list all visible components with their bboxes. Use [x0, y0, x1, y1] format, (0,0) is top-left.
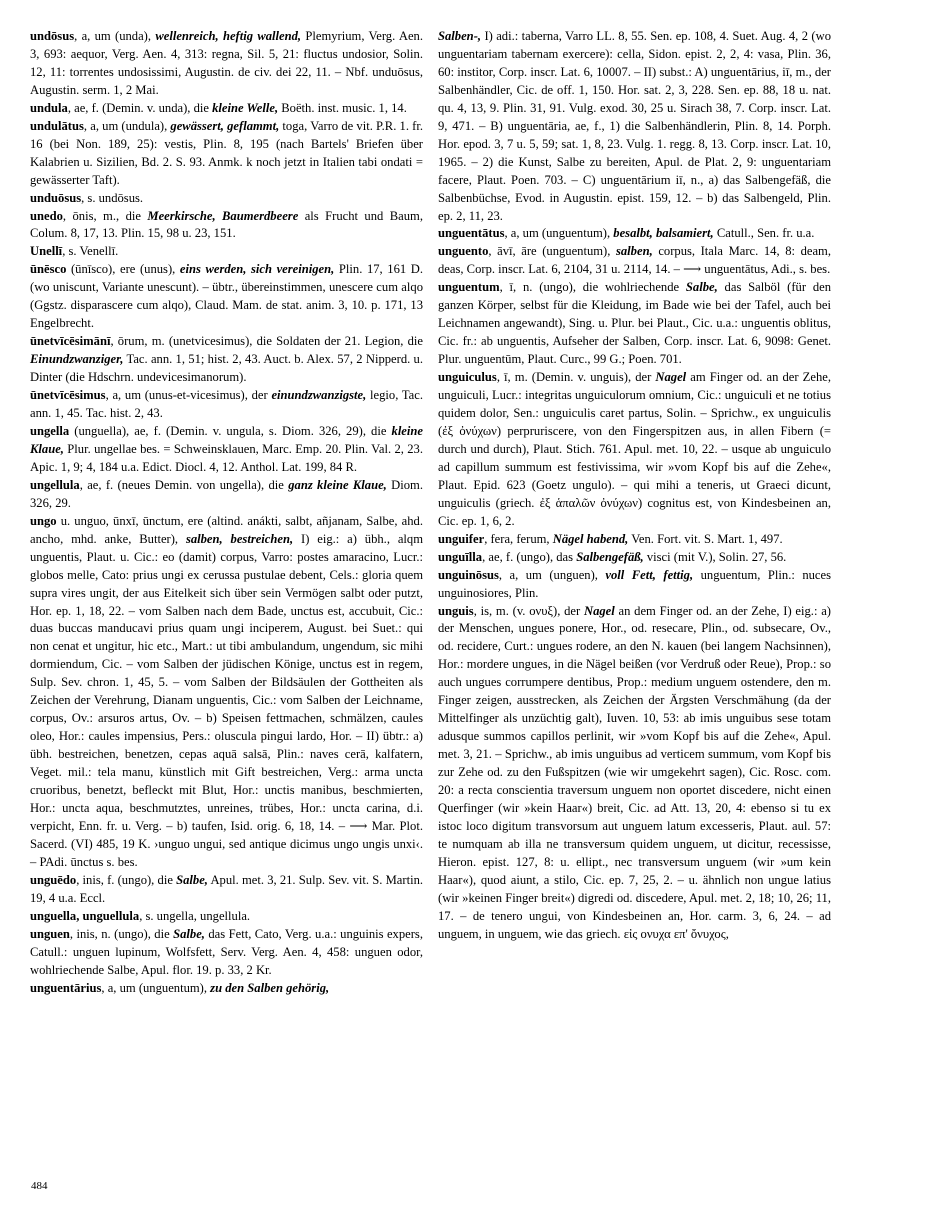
headword: ungellula — [30, 477, 80, 492]
entry-gloss: Salbe, — [173, 926, 205, 941]
entry-text: Boëth. inst. music. 1, 14. — [278, 100, 407, 115]
entry-text: , āvī, āre (unguentum), — [488, 244, 616, 259]
entry-text: , inis, n. (ungo), die — [69, 926, 174, 941]
entry-text: , a, um (unguentum), — [504, 226, 614, 241]
entry-gloss: wellenreich, heftig wallend, — [155, 29, 302, 43]
headword: unguentārius — [30, 980, 102, 995]
entry-text: , ī, m. (Demin. v. unguis), der — [496, 370, 656, 385]
entry-text: , fera, ferum, — [484, 531, 553, 546]
headword: Unellī — [30, 244, 63, 259]
entry-text: , ōnis, m., die — [62, 208, 148, 223]
headword: ungo — [30, 513, 57, 528]
headword: unguella, unguellula — [30, 908, 140, 923]
entry-text: Plin. 17, 161 D. (wo uniscunt, Variante unescunt). – übtr., übereinstimmen, unescere cum alqo (Ggstz. disparascere cum alqo), Claud. Mam. de stat. anim. 3, 10. p. 171, 13 Engelbrecht. — [30, 262, 424, 331]
dictionary-entry — [438, 369, 831, 531]
entry-text: an dem Finger od. an der Zehe, I) eig.: a) der Menschen, ungues ponere, Hor., od. resecare, Plin., od. subsecare, Ov., od. recidere, Curt.: ungues rodere, an den N. kauen (bei langem Nachsinnen), Hor.: mordere ungues, in die Nägel beißen (vor Verdruß oder Reue), Prop.: so auch ungues corrumpere dentibus, Prop.: medium unguem ostendere, den m. Finger zeigen, ausstrecken, als Zeichen der Ärgsten Verschmähung (da der Mittelfinger als unzüchtig galt), Iuven. 10, 53: ab imis unguibus sese totam adusque summos capillos perlinit, wir »vom Kopf bis auf die Zehe«, Apul. met. 3, 21. – Sprichw., ab imis unguibus ad verticem summum, vom Kopf bis zur Zehe od. zu den Fußspitzen (wie wir umgekehrt sagen), Cic. Rosc. com. 20: a recta conscientia traversum unguem non oportet discedere, nicht einen Querfinger (wir »kein Haar«) breit, Cic. ad Att. 13, 20, 4: ebenso si tu ex istoc loco digitum transvorsum aut unguem latum excesseris, Plaut. aul. 57: te numquam ab illa ne transversum quidem unguem, ut dicitur, recessisse, Hieron. epist. 127, 8: u. ellipt., nec transversum unguem (wir »um kein Haar«), quod aiunt, a stilo, Cic. ep. 7, 25, 2. – u. ähnlich non ungue latius (wir »keinen Finger breit«) digredi od. discedere, Apul. met. 2, 18; 10, 26; 11, 17. – de tenero ungui, von Kindesbeinen an, Hor. carm. 3, 6, 24. – ad unguem, in unguem, wie das griech. εἰς ονυχα επ' ὄνυχος, — [438, 603, 831, 941]
dictionary-entry — [30, 261, 423, 333]
dictionary-entry — [438, 243, 831, 279]
entry-gloss: salben, bestreichen, — [185, 531, 294, 546]
headword: ūnēsco — [30, 262, 67, 277]
headword: undulātus — [30, 118, 84, 133]
dictionary-entry — [30, 872, 423, 908]
entry-text: , a, um (unus-et-vicesimus), der — [105, 388, 272, 403]
entry-text: Tac. ann. 1, 51; hist. 2, 43. Auct. b. Alex. 57, 2 Nipperd. u. Dinter (die Hdschrn. undevicesimanorum). — [30, 352, 423, 385]
entry-text: als Frucht und Baum, Colum. 8, 17, 13. Plin. 15, 98 u. 23, 151. — [30, 208, 423, 241]
headword: unguis — [438, 603, 474, 618]
dictionary-entry — [438, 279, 831, 369]
entry-text: Plur. ungellae bes. = Schweinsklauen, Marc. Emp. 20. Plin. Val. 2, 23. Apic. 1, 9; 4, 184 u.a. Edict. Diocl. 4, 12. Anthol. Lat. 199, 84 R. — [30, 441, 423, 474]
dictionary-entry — [30, 980, 423, 998]
entry-gloss: Salben-, — [438, 29, 482, 43]
dictionary-entry — [438, 531, 831, 549]
dictionary-entry — [438, 567, 831, 603]
left-column — [30, 28, 423, 997]
entry-gloss: gewässert, geflammt, — [170, 118, 280, 133]
entry-text: , a, um (unguentum), — [101, 980, 211, 995]
entry-gloss: Salbe, — [176, 872, 208, 887]
entry-gloss: Einundzwanziger, — [30, 352, 124, 367]
entry-gloss: kleine Welle, — [212, 100, 279, 115]
entry-text: I) adi.: taberna, Varro LL. 8, 55. Sen. ep. 108, 4. Suet. Aug. 4, 2 (wo unguentariam tabernam exercere): cella, Sidon. epist. 2, 2, 4: vasa, Plin. 36, 60: institor, Corp. inscr. Lat. 6, 10007. – II) subst.: A) unguentārius, iī, m., der Salbenhändler, Cic. de off. 1, 150. Hor. sat. 2, 3, 228. Sen. ep. 88, 18 u. nat. qu. 4, 13, 9. Plin. 31, 91. Vulg. exod. 30, 25 u. Sirach 38, 7. Corp. inscr. Lat. 9, 471. – B) unguentāria, ae, f., 1) die Salbenhändlerin, Plin. 8, 14. Porph. Hor. epod. 3, 7 u. 5, 59; sat. 1, 8, 23. Vulg. 1. regg. 8, 13. Corp. inscr. Lat. 10, 1965. – 2) die Kunst, Salbe zu bereiten, Apul. de Plat. 2, 9: unguentariam facere, Plaut. Poen. 703. – C) unguentārium iī, n., a) das Salbengefäß, die Salbenbüchse, Evod. in Augustin. epist. 159, 12. – b) das Salbengeld, Plin. ep. 2, 11, 23. — [438, 29, 831, 223]
entry-text: Plemyrium, Verg. Aen. 3, 693: aequor, Verg. Aen. 4, 313: regna, Sil. 5, 21: fluctus undosior, Solin. 12, 11: torrentes undosissimi, Augustin. de civ. dei 22, 11. – Nbf. unduōsus, Augustin. serm. 1, 2 Mai. — [30, 29, 423, 97]
entry-text: corpus, Itala Marc. 14, 8: deam, deas, Corp. inscr. Lat. 6, 2104, 31 u. 2114, 14. – ⟶ unguentātus, Adi., s. bes. — [438, 244, 831, 277]
dictionary-entry — [30, 908, 423, 926]
dictionary-entry — [30, 208, 423, 244]
entry-gloss: Nagel — [655, 370, 687, 385]
entry-gloss: Nagel — [583, 603, 615, 618]
headword: undōsus — [30, 29, 75, 43]
dictionary-entry — [30, 100, 423, 118]
page-number: 484 — [31, 1180, 48, 1192]
headword: ūnetvīcēsimus — [30, 388, 106, 403]
entry-text: das Fett, Cato, Verg. u.a.: unguinis expers, Catull.: unguen lupinum, Wolfsfett, Serv. Verg. Aen. 4, 458: unguen odor, wohlriechende Salbe, Apul. flor. 19. p. 33, 2 Kr. — [30, 926, 423, 977]
dictionary-entry — [30, 387, 423, 423]
dictionary-entry — [30, 118, 423, 190]
entry-gloss: zu den Salben gehörig, — [210, 980, 330, 995]
entry-text: , is, m. (v. ονυξ), der — [473, 603, 584, 618]
headword: unguifer — [438, 531, 485, 546]
headword: ūnetvīcēsimānī — [30, 334, 111, 349]
dictionary-entry — [30, 926, 423, 980]
headword: unguento — [438, 244, 489, 259]
entry-gloss: Salbengefäß, — [576, 549, 644, 564]
entry-text: , inis, f. (ungo), die — [76, 872, 177, 887]
headword: unedo — [30, 208, 63, 223]
entry-text: visci (mit V.), Solin. 27, 56. — [643, 549, 787, 564]
dictionary-entry — [30, 513, 423, 872]
entry-text: , s. Venellī. — [62, 244, 119, 259]
entry-text: Apul. met. 3, 21. Sulp. Sev. vit. S. Martin. 19, 4 u.a. Eccl. — [30, 872, 424, 905]
entry-text: Diom. 326, 29. — [30, 477, 423, 510]
entry-text: , s. undōsus. — [81, 190, 144, 205]
dictionary-entry — [438, 225, 831, 243]
headword: unguēdo — [30, 872, 77, 887]
entry-text: , ōrum, m. (unetvicesimus), die Soldaten der 21. Legion, die — [110, 334, 423, 349]
headword: undula — [30, 100, 68, 115]
headword: unguentātus — [438, 226, 505, 241]
entry-text: das Salböl (für den ganzen Körper, selbst für die Kleidung, im Bade wie bei der Tafel, auch bei Leichnamen angewandt), Sing. u. Plur. bei Plaut., Cic. u.a.: unguentis oblitus, Cic. fr.: ab unguentis, Aufseher der Salben, Corp. inscr. Lat. 6, 9098: Genet. Plur. unguentūm, Plaut. Curc., 99 G.; Poen. 701. — [438, 280, 831, 367]
entry-text: , s. ungella, ungellula. — [139, 908, 251, 923]
headword: unguen — [30, 926, 70, 941]
entry-gloss: ganz kleine Klaue, — [288, 477, 387, 492]
entry-text: (unguella), ae, f. (Demin. v. ungula, s. Diom. 326, 29), die — [69, 423, 392, 438]
dictionary-entry — [30, 423, 423, 477]
dictionary-entry — [30, 477, 423, 513]
entry-text: , a, um (undula), — [83, 118, 171, 133]
entry-text: Ven. Fort. vit. S. Mart. 1, 497. — [628, 531, 783, 546]
entry-gloss: kleine Klaue, — [30, 423, 423, 456]
headword: unguinōsus — [438, 567, 499, 582]
dictionary-entry — [438, 28, 831, 225]
entry-text: , ae, f. (neues Demin. von ungella), die — [79, 477, 289, 492]
dictionary-entry — [438, 603, 831, 944]
entry-text: I) eig.: a) übh., alqm unguentis, Plaut. u. Cic.: eo (damit) corpus, Varro: postes amaracino, Lucr.: globos melle, Cato: prius ungi ex cerussa pustulae debent, Cels.: gloria quem supra vires ungit, der aus Eitelkeit sich über sein Vermögen salbt oder putzt, Hor. ep. 1, 18, 22. – vom Salben nach dem Bade, unctus est, accubuit, Cic.: duas buccas manducavi prius quam ungi inciperem, August. bei Suet.: qui non cenat et ungitur, hic etc., Mart.: ut tibi ambulandum, ungendum, sic mihi dormiendum, Cic. – vom Salben der jüdischen Könige, unctus est in regem, Sulp. Sev. chron. 1, 45, 5. – vom Salben der Bildsäulen der Gottheiten als Zeichen der Verehrung, Dianam unguentis, Cic.: vom Salben der Leichname, corpus, Ov.: arsuros artus, Ov. – b) Speisen fettmachen, schmälzen, caules oleo, Hor.: caules impensius, Pers.: oluscula pingui lardo, Hor. – II) übtr.: a) übh. bestreichen, benetzen, cepas aquā salsā, Plin.: naves cerā, kalfatern, Veget. mil.: tela manu, künstlich mit Gift bestreichen, Verg.: arma uncta cruoribus, benetzt, befleckt mit Blut, Hor.: unctis manibus, beschmierten, Hor.: uncta aqua, beschmutztes, unreines, trübes, Hor.: uncta carina, d.i. verpicht, Enn. fr. u. Verg. – b) taufen, Isid. orig. 6, 18, 14. – ⟶ Mar. Plot. Sacerd. (VI) 485, 19 K. ›unguo ungui, sed antique dicimus ungo ungis unxi‹. – PAdi. ūnctus s. bes. — [30, 531, 424, 869]
headword: unguīlla — [438, 549, 483, 564]
entry-gloss: besalbt, balsamiert, — [613, 226, 714, 241]
dictionary-entry — [30, 28, 423, 100]
headword: unguiculus — [438, 370, 497, 385]
entry-gloss: eins werden, sich vereinigen, — [179, 262, 335, 277]
entry-text: toga, Varro de vit. P.R. 1. fr. 16 (bei Non. 189, 25): vestis, Plin. 8, 195 (nach Bartels' Briefen über Kalabrien u. Sizilien, Bd. 2. S. 93. Anmk. k noch jetzt in Italien tabi ondati = gewässerter Taft). — [30, 118, 423, 187]
entry-text: legio, Tac. ann. 1, 45. Tac. hist. 2, 43. — [30, 388, 423, 421]
entry-text: , ī, n. (ungo), die wohlriechende — [499, 280, 686, 295]
entry-gloss: Salbe, — [685, 280, 718, 295]
entry-text: u. unguo, ūnxī, ūnctum, ere (altind. anákti, salbt, añjanam, Salbe, ahd. ancho, mhd. anke, Butter), — [30, 513, 423, 546]
entry-text: , a, um (unda), — [74, 29, 156, 43]
entry-gloss: Nägel habend, — [552, 531, 629, 546]
entry-gloss: Meerkirsche, Baumerdbeere — [147, 208, 299, 223]
dictionary-entry — [30, 190, 423, 208]
entry-gloss: einundzwanzigste, — [271, 388, 367, 403]
dictionary-entry — [438, 549, 831, 567]
entry-text: (ūnīsco), ere (unus), — [66, 262, 180, 277]
entry-text: , ae, f. (Demin. v. unda), die — [67, 100, 213, 115]
entry-text: , a, um (unguen), — [498, 567, 606, 582]
headword: unduōsus — [30, 190, 82, 205]
entry-text: unguentum, Plin.: nuces unguinosiores, Plin. — [438, 567, 831, 600]
right-column — [438, 28, 831, 944]
entry-text: Catull., Sen. fr. u.a. — [713, 226, 815, 241]
headword: unguentum — [438, 280, 500, 295]
entry-gloss: voll Fett, fettig, — [605, 567, 694, 582]
dictionary-entry — [30, 243, 423, 261]
entry-gloss: salben, — [615, 244, 653, 259]
dictionary-entry — [30, 333, 423, 387]
headword: ungella — [30, 423, 70, 438]
entry-text: , ae, f. (ungo), das — [482, 549, 577, 564]
entry-text: am Finger od. an der Zehe, unguiculi, Lucr.: integritas unguiculorum omnium, Cic.: unguiculi et ne totius quidem dolor, Sen.: unguiculis caret partus, Solin. – Sprichw., ex unguiculis (ἐξ ὀνύχων) perpruriscere, von den Fingerspitzen aus, in allen Fibern (= durch und durch), Plaut. Stich. 761. Apul. met. 10, 22. – usque ab unguiculo ad capillum summum est festivissima, wir »vom Kopf bis auf die Zehe«, Plaut. Epid. 623 (Goetz ungulo). – qui mihi a teneris, ut Graeci dicunt, unguiculis (griech. ἐξ ἁπαλῶν ὀνύχων) cognitus est, von Kindesbeinen an, Cic. ep. 1, 6, 2. — [438, 370, 831, 528]
